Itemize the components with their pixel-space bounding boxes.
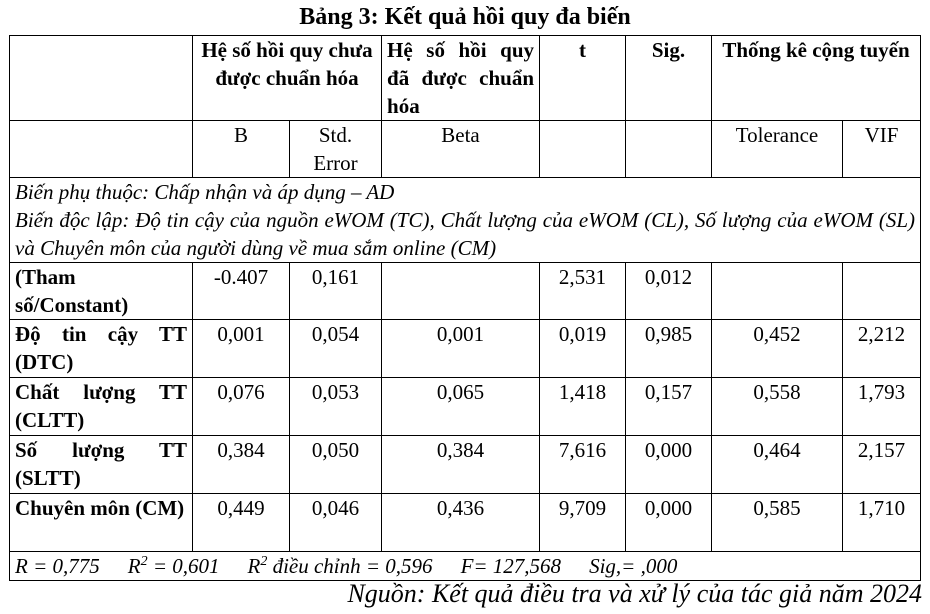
f-stat: F= 127,568 bbox=[460, 554, 562, 578]
tolerance-header: Tolerance bbox=[712, 121, 843, 178]
r-stat: R = 0,775 bbox=[15, 554, 100, 578]
vif-value: 2,212 bbox=[843, 320, 921, 378]
beta-value: 0,001 bbox=[382, 320, 540, 378]
collinearity-header: Thống kê cộng tuyến bbox=[712, 36, 921, 121]
b-header: B bbox=[193, 121, 290, 178]
variable-name: Số lượng TT (SLTT) bbox=[10, 436, 193, 494]
t-value: 7,616 bbox=[540, 436, 626, 494]
b-value: 0,384 bbox=[193, 436, 290, 494]
r-squared-stat: $R^2 = 0,601$ bbox=[127, 554, 220, 578]
sig-stat: Sig,= ,000 bbox=[589, 554, 678, 578]
b-value: 0,449 bbox=[193, 494, 290, 552]
sig-value: 0,000 bbox=[626, 436, 712, 494]
beta-header: Beta bbox=[382, 121, 540, 178]
std-error-value: 0,050 bbox=[290, 436, 382, 494]
std-error-value: 0,053 bbox=[290, 378, 382, 436]
header-row-2 bbox=[10, 121, 921, 178]
unstandardized-coef-header: Hệ số hồi quy chưa được chuẩn hóa bbox=[193, 36, 382, 121]
table-row bbox=[10, 378, 921, 436]
dependent-variable-note: Biến phụ thuộc: Chấp nhận và áp dụng – AD bbox=[15, 180, 395, 204]
vif-value bbox=[843, 263, 921, 320]
std-error-header: Std. Error bbox=[290, 121, 382, 178]
tolerance-value bbox=[712, 263, 843, 320]
std-error-value: 0,046 bbox=[290, 494, 382, 552]
b-value: -0.407 bbox=[193, 263, 290, 320]
model-stats-row bbox=[10, 552, 921, 581]
b-value: 0,076 bbox=[193, 378, 290, 436]
beta-value bbox=[382, 263, 540, 320]
beta-value: 0,384 bbox=[382, 436, 540, 494]
table-row bbox=[10, 263, 921, 320]
variable-name: Chuyên môn (CM) bbox=[10, 494, 193, 552]
beta-value: 0,436 bbox=[382, 494, 540, 552]
header-blank-cell bbox=[10, 36, 193, 121]
t-value: 2,531 bbox=[540, 263, 626, 320]
tolerance-value: 0,558 bbox=[712, 378, 843, 436]
tolerance-value: 0,452 bbox=[712, 320, 843, 378]
t-value: 1,418 bbox=[540, 378, 626, 436]
t-value: 9,709 bbox=[540, 494, 626, 552]
vif-value: 1,793 bbox=[843, 378, 921, 436]
variable-name: (Tham số/Constant) bbox=[10, 263, 193, 320]
t-header: t bbox=[540, 36, 626, 121]
table-row bbox=[10, 494, 921, 552]
sig-header: Sig. bbox=[626, 36, 712, 121]
source-note: Nguồn: Kết quả điều tra và xử lý của tác giả năm 2024 bbox=[347, 579, 922, 608]
vif-value: 1,710 bbox=[843, 494, 921, 552]
notes-row bbox=[10, 178, 921, 263]
header-blank-cell bbox=[626, 121, 712, 178]
tolerance-value: 0,464 bbox=[712, 436, 843, 494]
sig-value: 0,157 bbox=[626, 378, 712, 436]
regression-table bbox=[9, 35, 921, 581]
variable-name: Chất lượng TT (CLTT) bbox=[10, 378, 193, 436]
std-error-value: 0,161 bbox=[290, 263, 382, 320]
adjusted-r-squared-stat: $R^2$ điều chỉnh = 0,596 bbox=[247, 554, 433, 578]
header-blank-cell bbox=[10, 121, 193, 178]
beta-value: 0,065 bbox=[382, 378, 540, 436]
sig-value: 0,012 bbox=[626, 263, 712, 320]
header-row-1 bbox=[10, 36, 921, 121]
table-row bbox=[10, 320, 921, 378]
vif-value: 2,157 bbox=[843, 436, 921, 494]
variables-note bbox=[10, 178, 921, 263]
sig-value: 0,985 bbox=[626, 320, 712, 378]
std-error-value: 0,054 bbox=[290, 320, 382, 378]
standardized-coef-header: Hệ số hồi quy đã được chuẩn hóa bbox=[382, 36, 540, 121]
independent-variables-note: Biến độc lập: Độ tin cậy của nguồn eWOM (TC), Chất lượng của eWOM (CL), Số lượng của eWOM (SL) và Chuyên môn của người dùng về mua sắm online (CM) bbox=[15, 208, 916, 260]
variable-name: Độ tin cậy TT (DTC) bbox=[10, 320, 193, 378]
header-blank-cell bbox=[540, 121, 626, 178]
t-value: 0,019 bbox=[540, 320, 626, 378]
tolerance-value: 0,585 bbox=[712, 494, 843, 552]
model-stats bbox=[10, 552, 921, 581]
b-value: 0,001 bbox=[193, 320, 290, 378]
sig-value: 0,000 bbox=[626, 494, 712, 552]
table-row bbox=[10, 436, 921, 494]
table-title: Bảng 3: Kết quả hồi quy đa biến bbox=[299, 4, 631, 30]
vif-header: VIF bbox=[843, 121, 921, 178]
